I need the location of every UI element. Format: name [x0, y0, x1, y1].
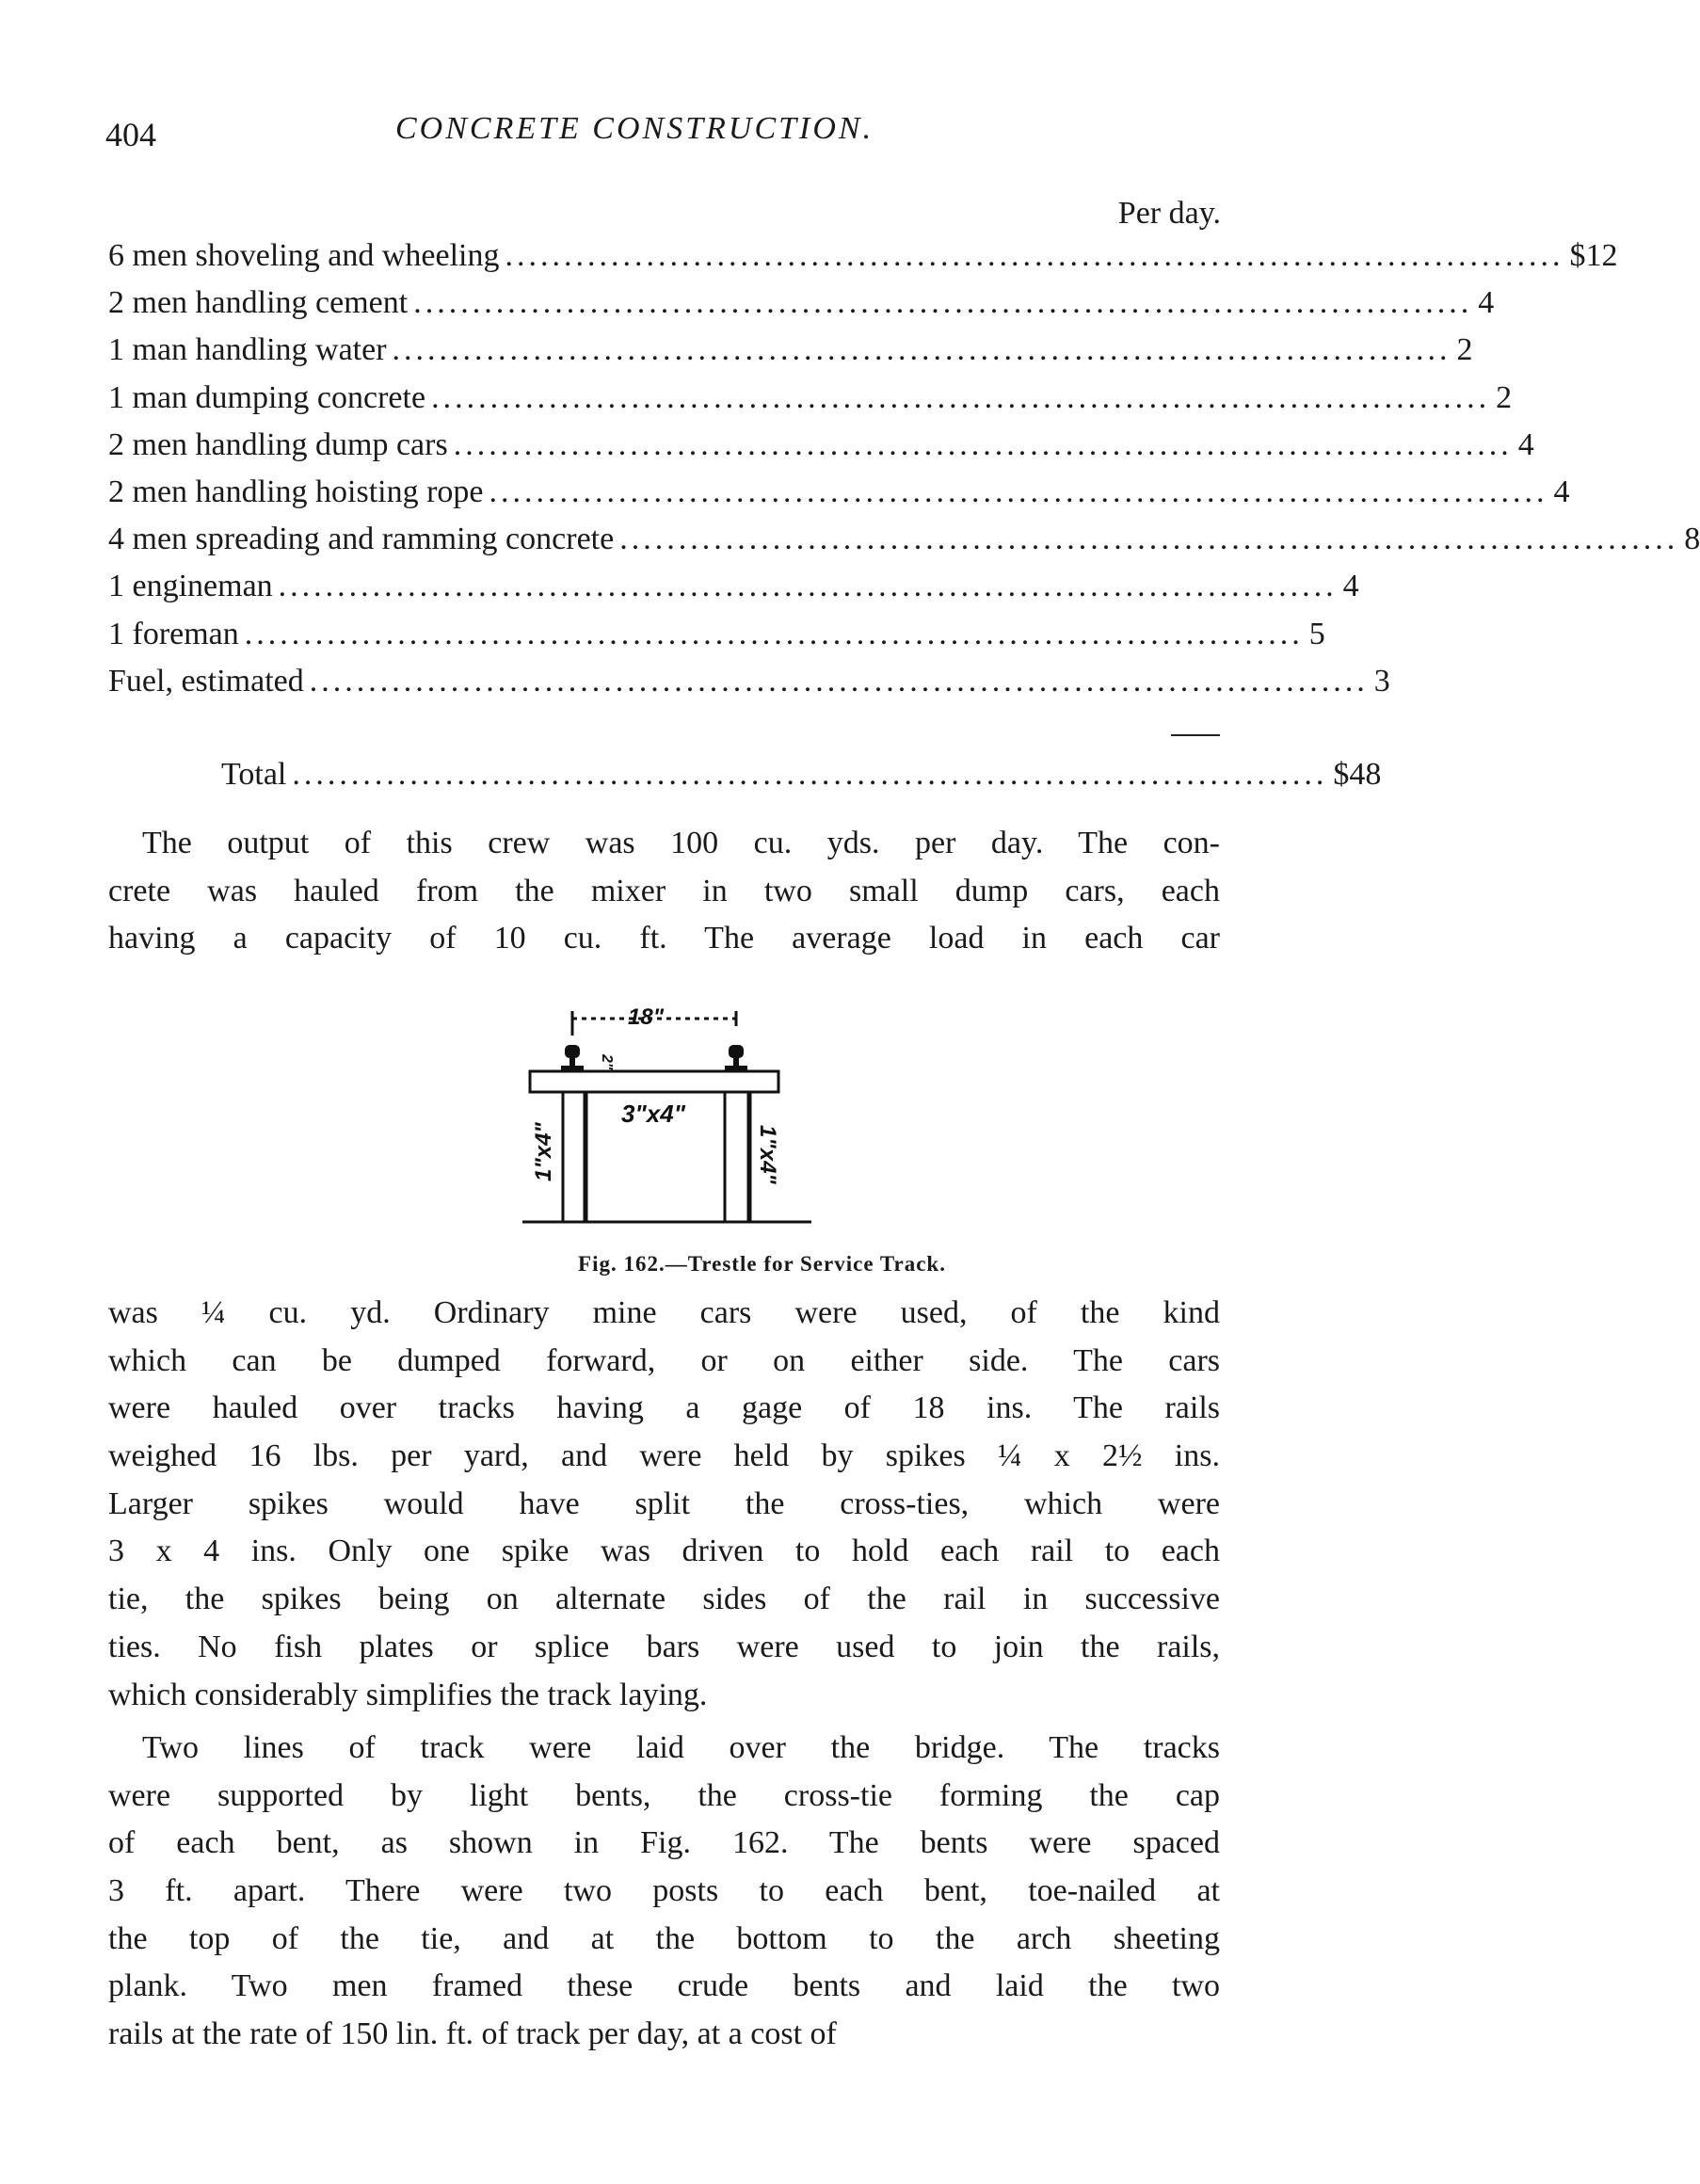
cost-item: 6 men shoveling and wheeling [108, 238, 500, 273]
text-line: were hauled over tracks having a gage of 18 ins. The rails [108, 1390, 1220, 1426]
dot-leader: .......................................................................................... [278, 569, 1338, 604]
dot-leader: .......................................................................................... [431, 379, 1491, 415]
text-line: were supported by light bents, the cross-tie forming the cap [108, 1777, 1220, 1813]
paragraph-1 [108, 820, 1220, 963]
text-line: Two lines of track were laid over the bridge. The tracks [142, 1730, 1220, 1765]
cost-item: 4 men spreading and ramming concrete [108, 522, 615, 557]
text-line: having a capacity of 10 cu. ft. The average load in each car [108, 921, 1220, 956]
cost-amount: 4 [1517, 426, 1534, 462]
right-rail [729, 1045, 744, 1058]
text-line: The output of this crew was 100 cu. yds. per day. The con- [142, 826, 1220, 860]
cost-row [108, 426, 1534, 474]
cost-row [108, 663, 1390, 711]
dot-leader: .......................................................................................... [619, 522, 1679, 557]
cost-item: 1 engineman [108, 569, 273, 604]
text-line: ties. No fish plates or splice bars were used to join the rails, [108, 1629, 1220, 1664]
left-post [563, 1092, 585, 1222]
cross-tie [530, 1071, 778, 1092]
tie-label: 3"x4" [621, 1100, 686, 1128]
text-line: tie, the spikes being on alternate sides of the rail in successive [108, 1582, 1220, 1617]
cost-row [108, 522, 1700, 569]
page-number: 404 [105, 116, 156, 153]
dot-leader: .......................................................................................... [413, 285, 1473, 321]
right-post [725, 1092, 749, 1222]
text-line: 3 ft. apart. There were two posts to each bent, toe-nailed at [108, 1873, 1220, 1909]
cost-item: 2 men handling cement [108, 285, 409, 321]
text-line: weighed 16 lbs. per yard, and were held by spikes ¼ x 2½ ins. [108, 1438, 1220, 1474]
text-line: was ¼ cu. yd. Ordinary mine cars were used, of the kind [108, 1295, 1220, 1330]
rail-height-label: 2" [599, 1054, 615, 1070]
paragraph-3 [108, 1725, 1220, 2059]
cost-amount: 4 [1553, 474, 1570, 509]
cost-item: 2 men handling dump cars [108, 426, 448, 462]
dot-leader: .......................................................................................... [309, 663, 1369, 699]
cost-item: 1 foreman [108, 616, 239, 651]
cost-amount: 8 [1684, 522, 1700, 557]
text-line: Larger spikes would have split the cross-ties, which were [108, 1485, 1220, 1521]
dot-leader: .......................................................................................... [453, 426, 1513, 462]
dot-leader: .......................................................................................... [392, 332, 1451, 368]
text-line: of each bent, as shown in Fig. 162. The bents were spaced [108, 1825, 1220, 1861]
text-line: the top of the tie, and at the bottom to the arch sheeting [108, 1920, 1220, 1956]
text-line: rails at the rate of 150 lin. ft. of track per day, at a cost of [108, 2016, 837, 2052]
dot-leader: ........................................................................................ [292, 757, 1328, 792]
dot-leader: .......................................................................................... [489, 474, 1548, 509]
dot-leader: .......................................................................................... [244, 616, 1304, 651]
figure-caption: Fig. 162.—Trestle for Service Track. [578, 1252, 946, 1276]
cost-amount: 4 [1478, 285, 1495, 321]
dot-leader: .......................................................................................... [505, 238, 1564, 273]
cost-amount: 2 [1456, 332, 1473, 368]
text-line: which considerably simplifies the track laying. [108, 1677, 708, 1712]
cost-row [108, 238, 1618, 285]
cost-amount: 2 [1496, 379, 1513, 415]
text-line: 3 x 4 ins. Only one spike was driven to hold each rail to each [108, 1534, 1220, 1569]
cost-item: 1 man dumping concrete [108, 379, 426, 415]
cost-row [108, 616, 1325, 664]
gage-label: 18" [628, 1004, 665, 1030]
cost-amount: 5 [1308, 616, 1325, 651]
total-amount: $48 [1333, 757, 1382, 792]
cost-item: 2 men handling hoisting rope [108, 474, 484, 509]
total-label: Total [221, 757, 287, 792]
text-line: plank. Two men framed these crude bents and laid the two [108, 1968, 1220, 2004]
cost-row [108, 285, 1495, 332]
total-rule [1171, 734, 1220, 736]
cost-amount: 3 [1373, 663, 1390, 699]
cost-row [108, 569, 1359, 616]
cost-amount: $12 [1569, 238, 1618, 273]
text-line: which can be dumped forward, or on either side. The cars [108, 1342, 1220, 1378]
right-post-label: 1"x4" [755, 1125, 780, 1184]
cost-row [108, 332, 1473, 379]
cost-row [108, 474, 1570, 522]
running-title: CONCRETE CONSTRUCTION. [395, 111, 874, 146]
cost-item: 1 man handling water [108, 332, 387, 368]
left-rail [565, 1045, 580, 1058]
left-post-label: 1"x4" [531, 1122, 556, 1181]
cost-item: Fuel, estimated [108, 663, 304, 699]
text-line: crete was hauled from the mixer in two small dump cars, each [108, 873, 1220, 908]
cost-column-header: Per day. [1117, 196, 1221, 231]
cost-row [108, 379, 1513, 427]
total-row [108, 757, 1382, 804]
paragraph-2 [108, 1290, 1220, 1719]
cost-amount: 4 [1342, 569, 1359, 604]
